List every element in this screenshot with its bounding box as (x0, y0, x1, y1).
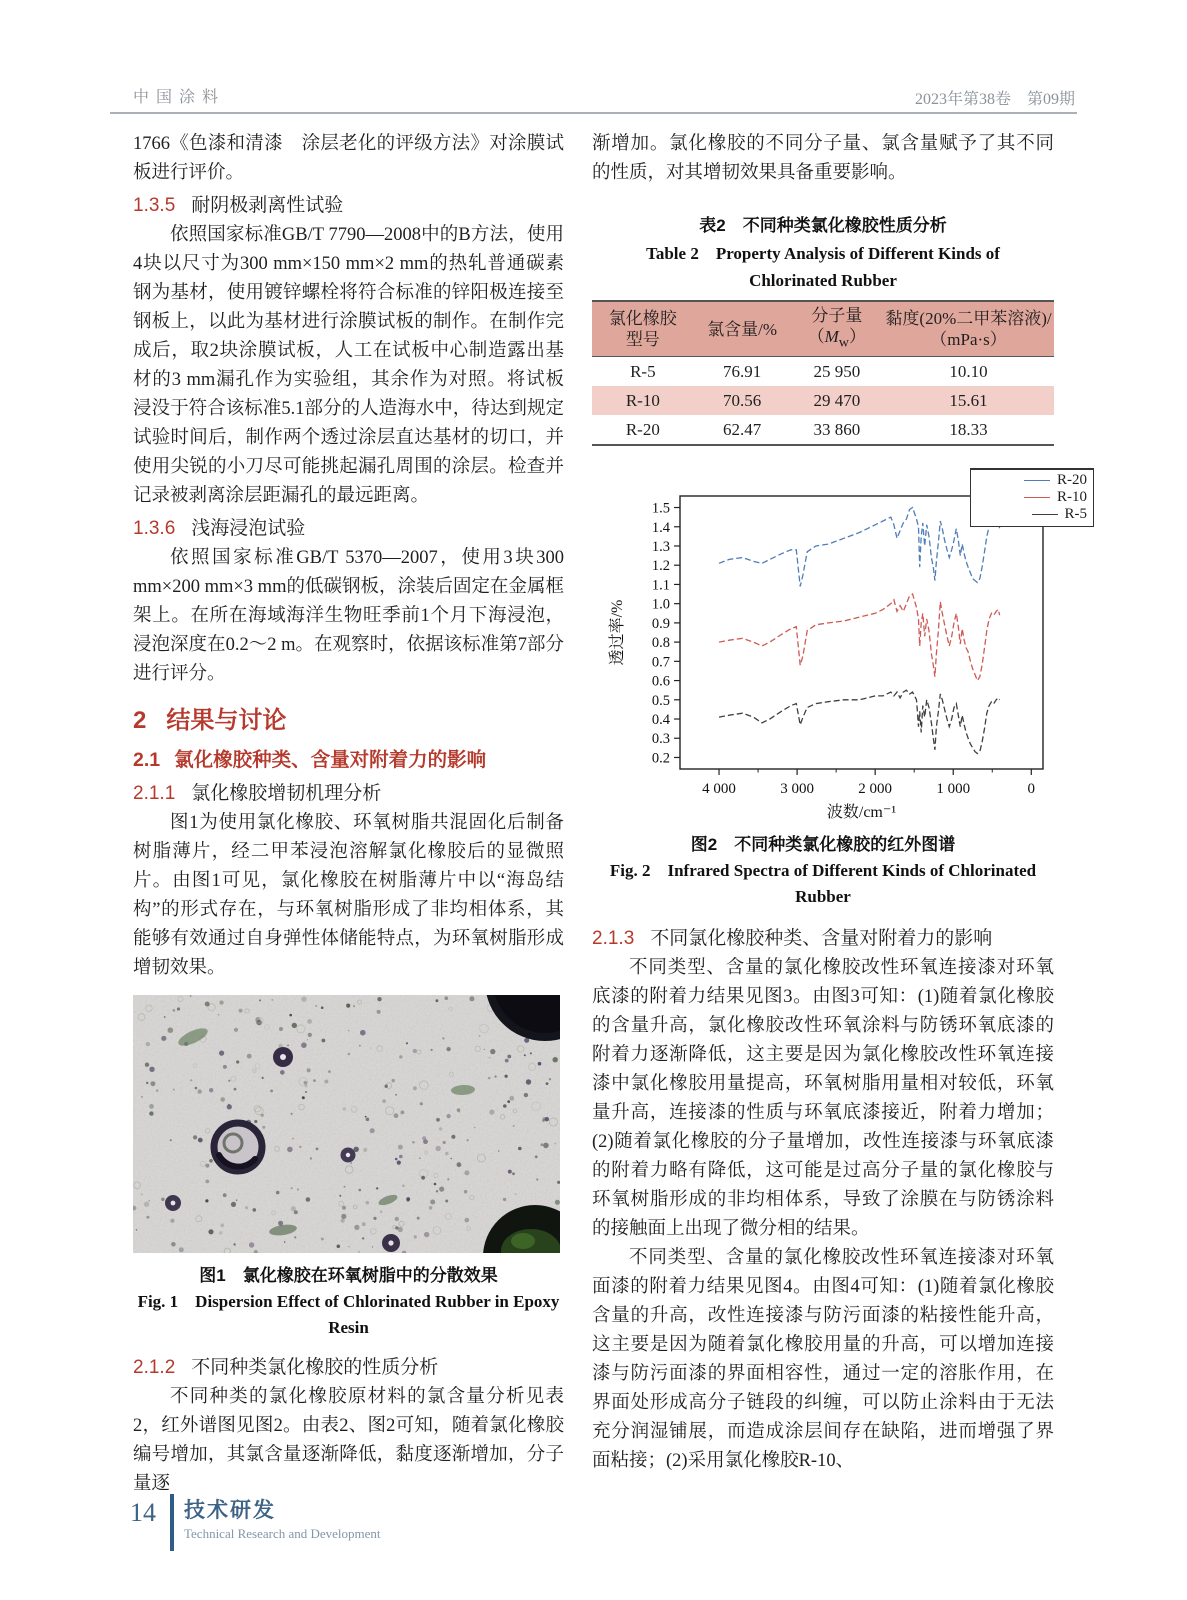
chart-legend (970, 468, 1094, 527)
legend-label: R-10 (1057, 489, 1087, 506)
table-cell: 15.61 (949, 391, 988, 411)
right-column (592, 130, 1087, 1476)
paragraph-2-1-1: 图1为使用氯化橡胶、环氧树脂共混固化后制备树脂薄片，经二甲苯浸泡溶解氯化橡胶后的显微照片。由图1可见，氯化橡胶在树脂薄片中以“海岛结构”的形式存在，与环氧树脂形成了非均相体系，其能够有效通过自身弹性体储能特点，为环氧树脂形成增韧效果。 (133, 813, 564, 978)
svg-text:0.7: 0.7 (651, 654, 670, 671)
figure1-micrograph-image (133, 995, 560, 1253)
heading-number: 2 (133, 707, 147, 734)
table-header (592, 301, 1054, 357)
series-R-5 (719, 691, 1000, 754)
heading-title: 氯化橡胶种类、含量对附着力的影响 (174, 749, 487, 771)
table-cell: 33 860 (813, 420, 861, 440)
legend-entry (977, 506, 1087, 523)
table-row (592, 357, 1054, 387)
heading-number: 1.3.6 (133, 518, 176, 539)
footer-bar (170, 1494, 174, 1551)
svg-text:2 000: 2 000 (858, 781, 893, 798)
page-number: 14 (130, 1498, 156, 1527)
heading-number: 2.1.2 (133, 1357, 176, 1378)
series-R-20 (719, 508, 1000, 587)
table-cell: 62.47 (723, 420, 762, 440)
svg-text:0.3: 0.3 (651, 731, 670, 748)
figure2-caption-cn: 图2 不同种类氯化橡胶的红外图谱 (690, 835, 956, 855)
x-axis-label: 波数/cm⁻¹ (826, 804, 897, 822)
svg-text:1.3: 1.3 (651, 539, 670, 556)
svg-text:0.2: 0.2 (651, 750, 670, 767)
journal-name: 中国涂料 (133, 89, 226, 106)
table-header-cell: 氯化橡胶 型号 (592, 301, 694, 357)
table-cell: R-5 (630, 362, 656, 382)
table2-title-cn: 表2 不同种类氯化橡胶性质分析 (699, 216, 947, 235)
svg-text:1 000: 1 000 (936, 781, 971, 798)
figure2-chart (592, 456, 1087, 828)
svg-text:1.4: 1.4 (651, 520, 670, 537)
left-column (133, 130, 564, 1499)
table-cell: 18.33 (949, 420, 988, 440)
table-cell: R-10 (625, 391, 660, 411)
figure1-caption-cn: 图1 氯化橡胶在环氧树脂中的分散效果 (199, 1266, 498, 1285)
svg-text:0.8: 0.8 (651, 635, 670, 652)
svg-text:1.2: 1.2 (651, 558, 670, 575)
heading-1-3-5 (133, 191, 564, 220)
heading-2-1 (133, 746, 564, 774)
paragraph-2-1-3a: 不同类型、含量的氯化橡胶改性环氧连接漆对环氧底漆的附着力结果见图3。由图3可知：(1)随着氯化橡胶的含量升高，氯化橡胶改性环氧涂料与防锈环氧底漆的附着力逐渐降低，这主要是因为氯化橡胶改性环氧连接漆中氯化橡胶用量提高，环氧树脂用量相对较低，环氧量升高，连接漆的性质与环氧底漆接近，附着力增加；(2)随着氯化橡胶的分子量增加，改性连接漆与环氧底漆的附着力略有降低，这可能是过高分子量的氯化橡胶与环氧树脂形成的非均相体系，导致了涂膜在与防锈涂料的接触面上出现了微分相的结果。 (592, 958, 1054, 1240)
y-axis-label: 透过率/% (609, 600, 626, 666)
legend-label: R-5 (1064, 506, 1087, 523)
table-2 (592, 300, 1054, 446)
figure2-caption-en: Fig. 2 Infrared Spectra of Different Kinds of Chlorinated Rubber (609, 861, 1037, 907)
heading-title: 氯化橡胶增韧机理分析 (191, 783, 382, 804)
heading-number: 2.1.3 (592, 928, 635, 950)
heading-2-1-3 (592, 924, 1054, 953)
issue-info: 2023年第38卷 第09期 (914, 91, 1075, 108)
table-cell: 25 950 (813, 362, 861, 382)
svg-text:0: 0 (1027, 781, 1036, 798)
paragraph-intro: 1766《色漆和清漆 涂层老化的评级方法》对涂膜试板进行评价。 (133, 134, 564, 183)
figure1-caption-en: Fig. 1 Dispersion Effect of Chlorinated Rubber in Epoxy Resin (137, 1292, 560, 1337)
legend-line-sample (1024, 497, 1050, 498)
table-cell: 76.91 (723, 362, 762, 382)
legend-line-sample (1032, 514, 1058, 515)
legend-entry (977, 472, 1087, 489)
legend-line-sample (1024, 480, 1050, 481)
svg-text:0.6: 0.6 (651, 673, 670, 690)
paragraph-2-1-3b: 不同类型、含量的氯化橡胶改性环氧连接漆对环氧面漆的附着力结果见图4。由图4可知：(1)随着氯化橡胶含量的升高，改性连接漆与防污面漆的粘接性能升高，这主要是因为随着氯化橡胶用量的升高，可以增加连接漆与防污面漆的界面相容性，通过一定的溶胀作用，在界面处形成高分子链段的纠缠，可以防止涂料由于无法充分润湿铺展，而造成涂层间存在缺陷，进而增强了界面粘接；(2)采用氯化橡胶R-10、 (592, 1248, 1054, 1472)
svg-text:0.5: 0.5 (651, 693, 670, 710)
heading-title: 不同种类氯化橡胶的性质分析 (191, 1357, 439, 1378)
heading-2-1-2 (133, 1353, 564, 1382)
series-R-10 (719, 594, 1000, 681)
header-rule (110, 112, 1077, 114)
svg-text:1.1: 1.1 (651, 577, 670, 594)
heading-title: 不同氯化橡胶种类、含量对附着力的影响 (650, 928, 993, 950)
heading-title: 浅海浸泡试验 (191, 518, 306, 539)
svg-text:0.9: 0.9 (651, 616, 670, 633)
table2-title-en: Table 2 Property Analysis of Different Kinds of Chlorinated Rubber (646, 244, 1000, 290)
heading-1-3-6 (133, 514, 564, 543)
heading-number: 2.1.1 (133, 783, 176, 804)
table-header-cell: 黏度(20%二甲苯溶液)/ （mPa·s） (883, 301, 1054, 357)
footer-section-cn: 技术研发 (184, 1499, 276, 1522)
heading-number: 2.1 (133, 749, 161, 771)
heading-2-1-1 (133, 779, 564, 808)
svg-text:3 000: 3 000 (780, 781, 814, 798)
heading-2 (133, 705, 564, 737)
svg-text:4 000: 4 000 (702, 781, 736, 798)
table-cell: 70.56 (723, 391, 762, 411)
heading-title: 结果与讨论 (166, 707, 287, 734)
paragraph-continuation: 渐增加。氯化橡胶的不同分子量、氯含量赋予了其不同的性质，对其增韧效果具备重要影响。 (592, 134, 1054, 183)
heading-title: 耐阴极剥离性试验 (191, 195, 344, 216)
heading-number: 1.3.5 (133, 195, 176, 216)
paragraph-1-3-6: 依照国家标准GB/T 5370—2007，使用3块300 mm×200 mm×3 mm的低碳钢板，涂装后固定在金属框架上。在所在海域海洋生物旺季前1个月下海浸泡，浸泡深度在0.2～2 m。在观察时，依据该标准第7部分进行评分。 (133, 548, 564, 684)
footer-section-en: Technical Research and Development (184, 1526, 381, 1541)
legend-entry (977, 489, 1087, 506)
paragraph-2-1-2: 不同种类的氯化橡胶原材料的氯含量分析见表2，红外谱图见图2。由表2、图2可知，随着氯化橡胶编号增加，其氯含量逐渐降低，黏度逐渐增加，分子量逐 (133, 1387, 564, 1494)
table-cell: 29 470 (813, 391, 861, 411)
svg-text:0.4: 0.4 (651, 712, 670, 729)
legend-label: R-20 (1057, 472, 1087, 489)
table-body (592, 357, 1054, 446)
svg-text:1.0: 1.0 (651, 597, 670, 614)
table-cell: 10.10 (949, 362, 988, 382)
table-cell: R-20 (625, 420, 660, 440)
table-row (592, 386, 1054, 415)
paragraph-1-3-5: 依照国家标准GB/T 7790—2008中的B方法，使用4块以尺寸为300 mm×150 mm×2 mm的热轧普通碳素钢为基材，使用镀锌螺栓将符合标准的锌阳极连接至钢板上，以此为基材进行涂膜试板的制作。在制作完成后，取2块涂膜试板，人工在试板中心制造露出基材的3 mm漏孔作为实验组，其余作为对照。将试板浸没于符合该标准5.1部分的人造海水中，待达到规定试验时间后，制作两个透过涂层直达基材的切口，并使用尖锐的小刀尽可能挑起漏孔周围的涂层。检查并记录被剥离涂层距漏孔的最远距离。 (133, 225, 564, 506)
table-row (592, 415, 1054, 445)
table-header-cell: 分子量 $(M_w)$ (791, 301, 883, 357)
table-header-cell: 氯含量/% (694, 301, 791, 357)
svg-text:1.5: 1.5 (651, 500, 670, 517)
